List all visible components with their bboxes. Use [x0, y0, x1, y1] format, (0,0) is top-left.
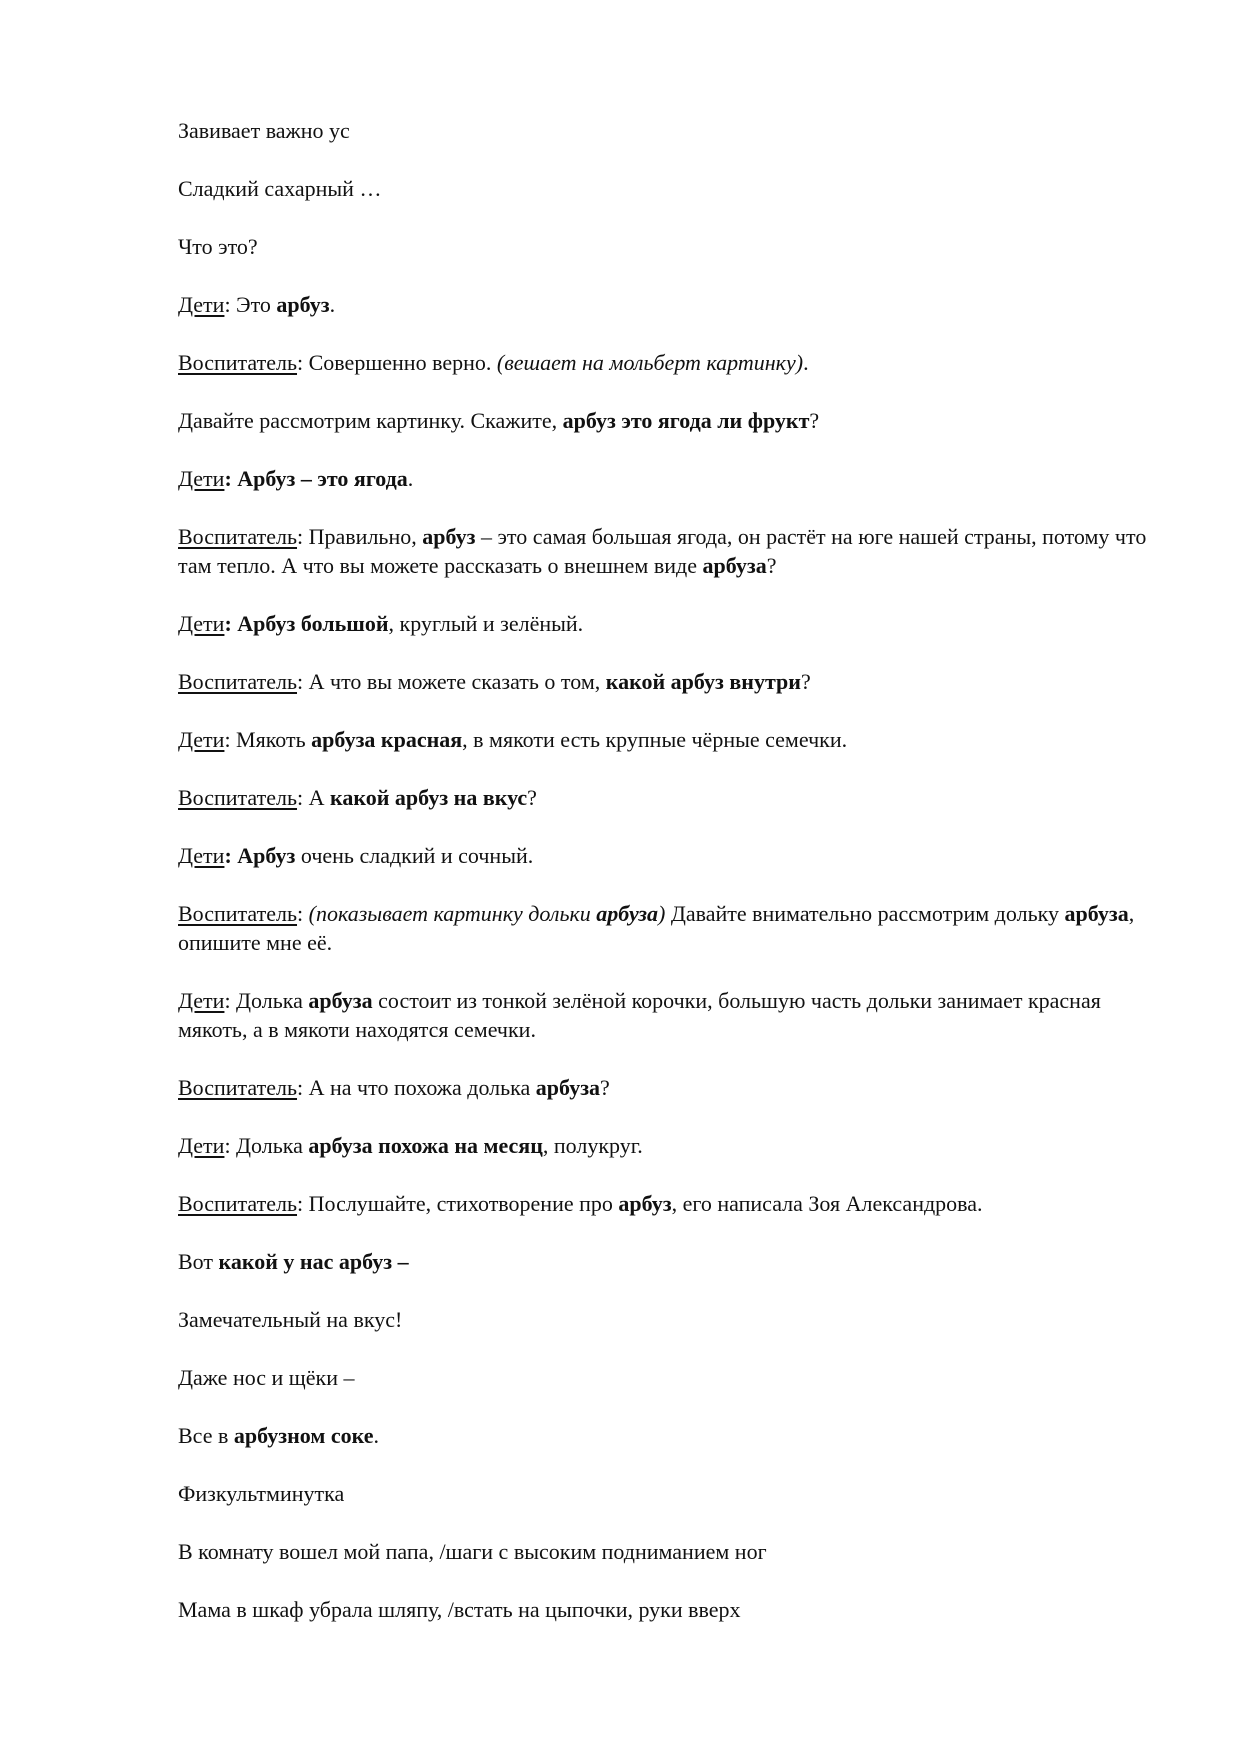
speaker-label: Воспитатель — [178, 901, 298, 926]
paragraph — [178, 1363, 1158, 1392]
bold-text: арбуз — [422, 524, 476, 549]
text-run: . — [407, 466, 414, 491]
text-run: очень сладкий и сочный. — [295, 843, 534, 868]
speaker-label: Воспитатель — [178, 669, 298, 694]
paragraph — [178, 1479, 1158, 1508]
bold-text: арбуз это ягода ли фрукт — [562, 408, 810, 433]
speaker-label: Воспитатель — [178, 785, 298, 810]
paragraph — [178, 1189, 1158, 1218]
bold-italic-text: арбуза — [596, 901, 658, 926]
text-run: – это самая большая ягода, он растёт на юге нашей страны, потому что там тепло. А что вы можете рассказать о внешнем виде — [178, 524, 1147, 578]
paragraph — [178, 1305, 1158, 1334]
bold-text: какой у нас арбуз – — [218, 1249, 409, 1274]
bold-text: арбуза — [308, 988, 373, 1013]
text-run: , полукруг. — [542, 1133, 643, 1158]
text-run: ? — [809, 408, 820, 433]
text-run: : А — [297, 785, 331, 810]
text-run: : Послушайте, стихотворение про — [297, 1191, 619, 1216]
speaker-label: Воспитатель — [178, 524, 298, 549]
text-run: . — [803, 350, 809, 375]
paragraph — [178, 1595, 1158, 1624]
text-run: ? — [527, 785, 537, 810]
text-run: : Мякоть — [224, 727, 312, 752]
text-run: : А на что похожа долька — [297, 1075, 536, 1100]
paragraph — [178, 783, 1158, 812]
paragraph — [178, 232, 1158, 261]
text-run: : А что вы можете сказать о том, — [297, 669, 606, 694]
paragraph — [178, 116, 1158, 145]
bold-text: арбуза — [1064, 901, 1129, 926]
italic-text: (показывает картинку дольки — [308, 901, 597, 926]
text-run: Сладкий сахарный … — [178, 176, 382, 201]
paragraph — [178, 841, 1158, 870]
document-body — [178, 116, 1158, 1653]
paragraph — [178, 899, 1158, 957]
speaker-label: Дети — [178, 988, 225, 1013]
text-run: ? — [766, 553, 777, 578]
paragraph — [178, 1073, 1158, 1102]
bold-text: арбуза похожа на месяц — [308, 1133, 543, 1158]
paragraph — [178, 1421, 1158, 1450]
bold-text: : Арбуз — [224, 843, 296, 868]
text-run: : Правильно, — [297, 524, 423, 549]
text-run: Даже нос и щёки – — [178, 1365, 355, 1390]
bold-text: арбуза красная — [311, 727, 463, 752]
text-run: , опишите мне её. — [178, 901, 1135, 955]
speaker-label: Воспитатель — [178, 1075, 298, 1100]
text-run: : Совершенно верно. — [297, 350, 497, 375]
bold-text: арбуза — [535, 1075, 601, 1100]
bold-text: арбуз — [618, 1191, 672, 1216]
text-run: . — [329, 292, 336, 317]
paragraph — [178, 406, 1158, 435]
speaker-label: Дети — [178, 843, 225, 868]
text-run: состоит из тонкой зелёной корочки, большую часть дольки занимает красная мякоть, а в мякоти находятся семечки. — [178, 988, 1101, 1042]
text-run: ? — [800, 669, 811, 694]
text-run: ? — [600, 1075, 610, 1100]
text-run: В комнату вошел мой папа, /шаги с высоким подниманием ног — [178, 1539, 767, 1564]
text-run: Вот — [178, 1249, 219, 1274]
bold-text: арбузном соке — [233, 1423, 374, 1448]
speaker-label: Воспитатель — [178, 350, 298, 375]
bold-text: какой арбуз на вкус — [330, 785, 528, 810]
text-run: , в мякоти есть крупные чёрные семечки. — [462, 727, 848, 752]
text-run: Физкультминутка — [178, 1481, 345, 1506]
text-run: . — [373, 1423, 379, 1448]
bold-text: : Арбуз – это ягода — [224, 466, 408, 491]
paragraph — [178, 667, 1158, 696]
text-run: Мама в шкаф убрала шляпу, /встать на цыпочки, руки вверх — [178, 1597, 741, 1622]
text-run: Давайте внимательно рассмотрим дольку — [665, 901, 1065, 926]
text-run: : Это — [224, 292, 277, 317]
speaker-label: Дети — [178, 1133, 225, 1158]
speaker-label: Дети — [178, 466, 225, 491]
text-run: : Долька — [224, 1133, 309, 1158]
italic-text: ) — [658, 901, 666, 926]
text-run: : Долька — [224, 988, 309, 1013]
paragraph — [178, 1131, 1158, 1160]
text-run: , круглый и зелёный. — [388, 611, 584, 636]
text-run: Завивает важно ус — [178, 118, 350, 143]
speaker-label: Дети — [178, 292, 225, 317]
text-run: Замечательный на вкус! — [178, 1307, 403, 1332]
paragraph — [178, 986, 1158, 1044]
bold-text: арбуз — [276, 292, 330, 317]
paragraph — [178, 1247, 1158, 1276]
paragraph — [178, 290, 1158, 319]
text-run: Что это? — [178, 234, 258, 259]
text-run: Давайте рассмотрим картинку. Скажите, — [178, 408, 563, 433]
paragraph — [178, 725, 1158, 754]
paragraph — [178, 1537, 1158, 1566]
speaker-label: Воспитатель — [178, 1191, 298, 1216]
paragraph — [178, 464, 1158, 493]
bold-text: арбуза — [702, 553, 767, 578]
speaker-label: Дети — [178, 727, 225, 752]
italic-text: (вешает на мольберт картинку) — [496, 350, 804, 375]
text-run: : — [297, 901, 309, 926]
paragraph — [178, 348, 1158, 377]
bold-text: : Арбуз большой — [224, 611, 389, 636]
paragraph — [178, 609, 1158, 638]
speaker-label: Дети — [178, 611, 225, 636]
bold-text: какой арбуз внутри — [605, 669, 801, 694]
text-run: , его написала Зоя Александрова. — [671, 1191, 983, 1216]
paragraph — [178, 174, 1158, 203]
text-run: Все в — [178, 1423, 234, 1448]
paragraph — [178, 522, 1158, 580]
